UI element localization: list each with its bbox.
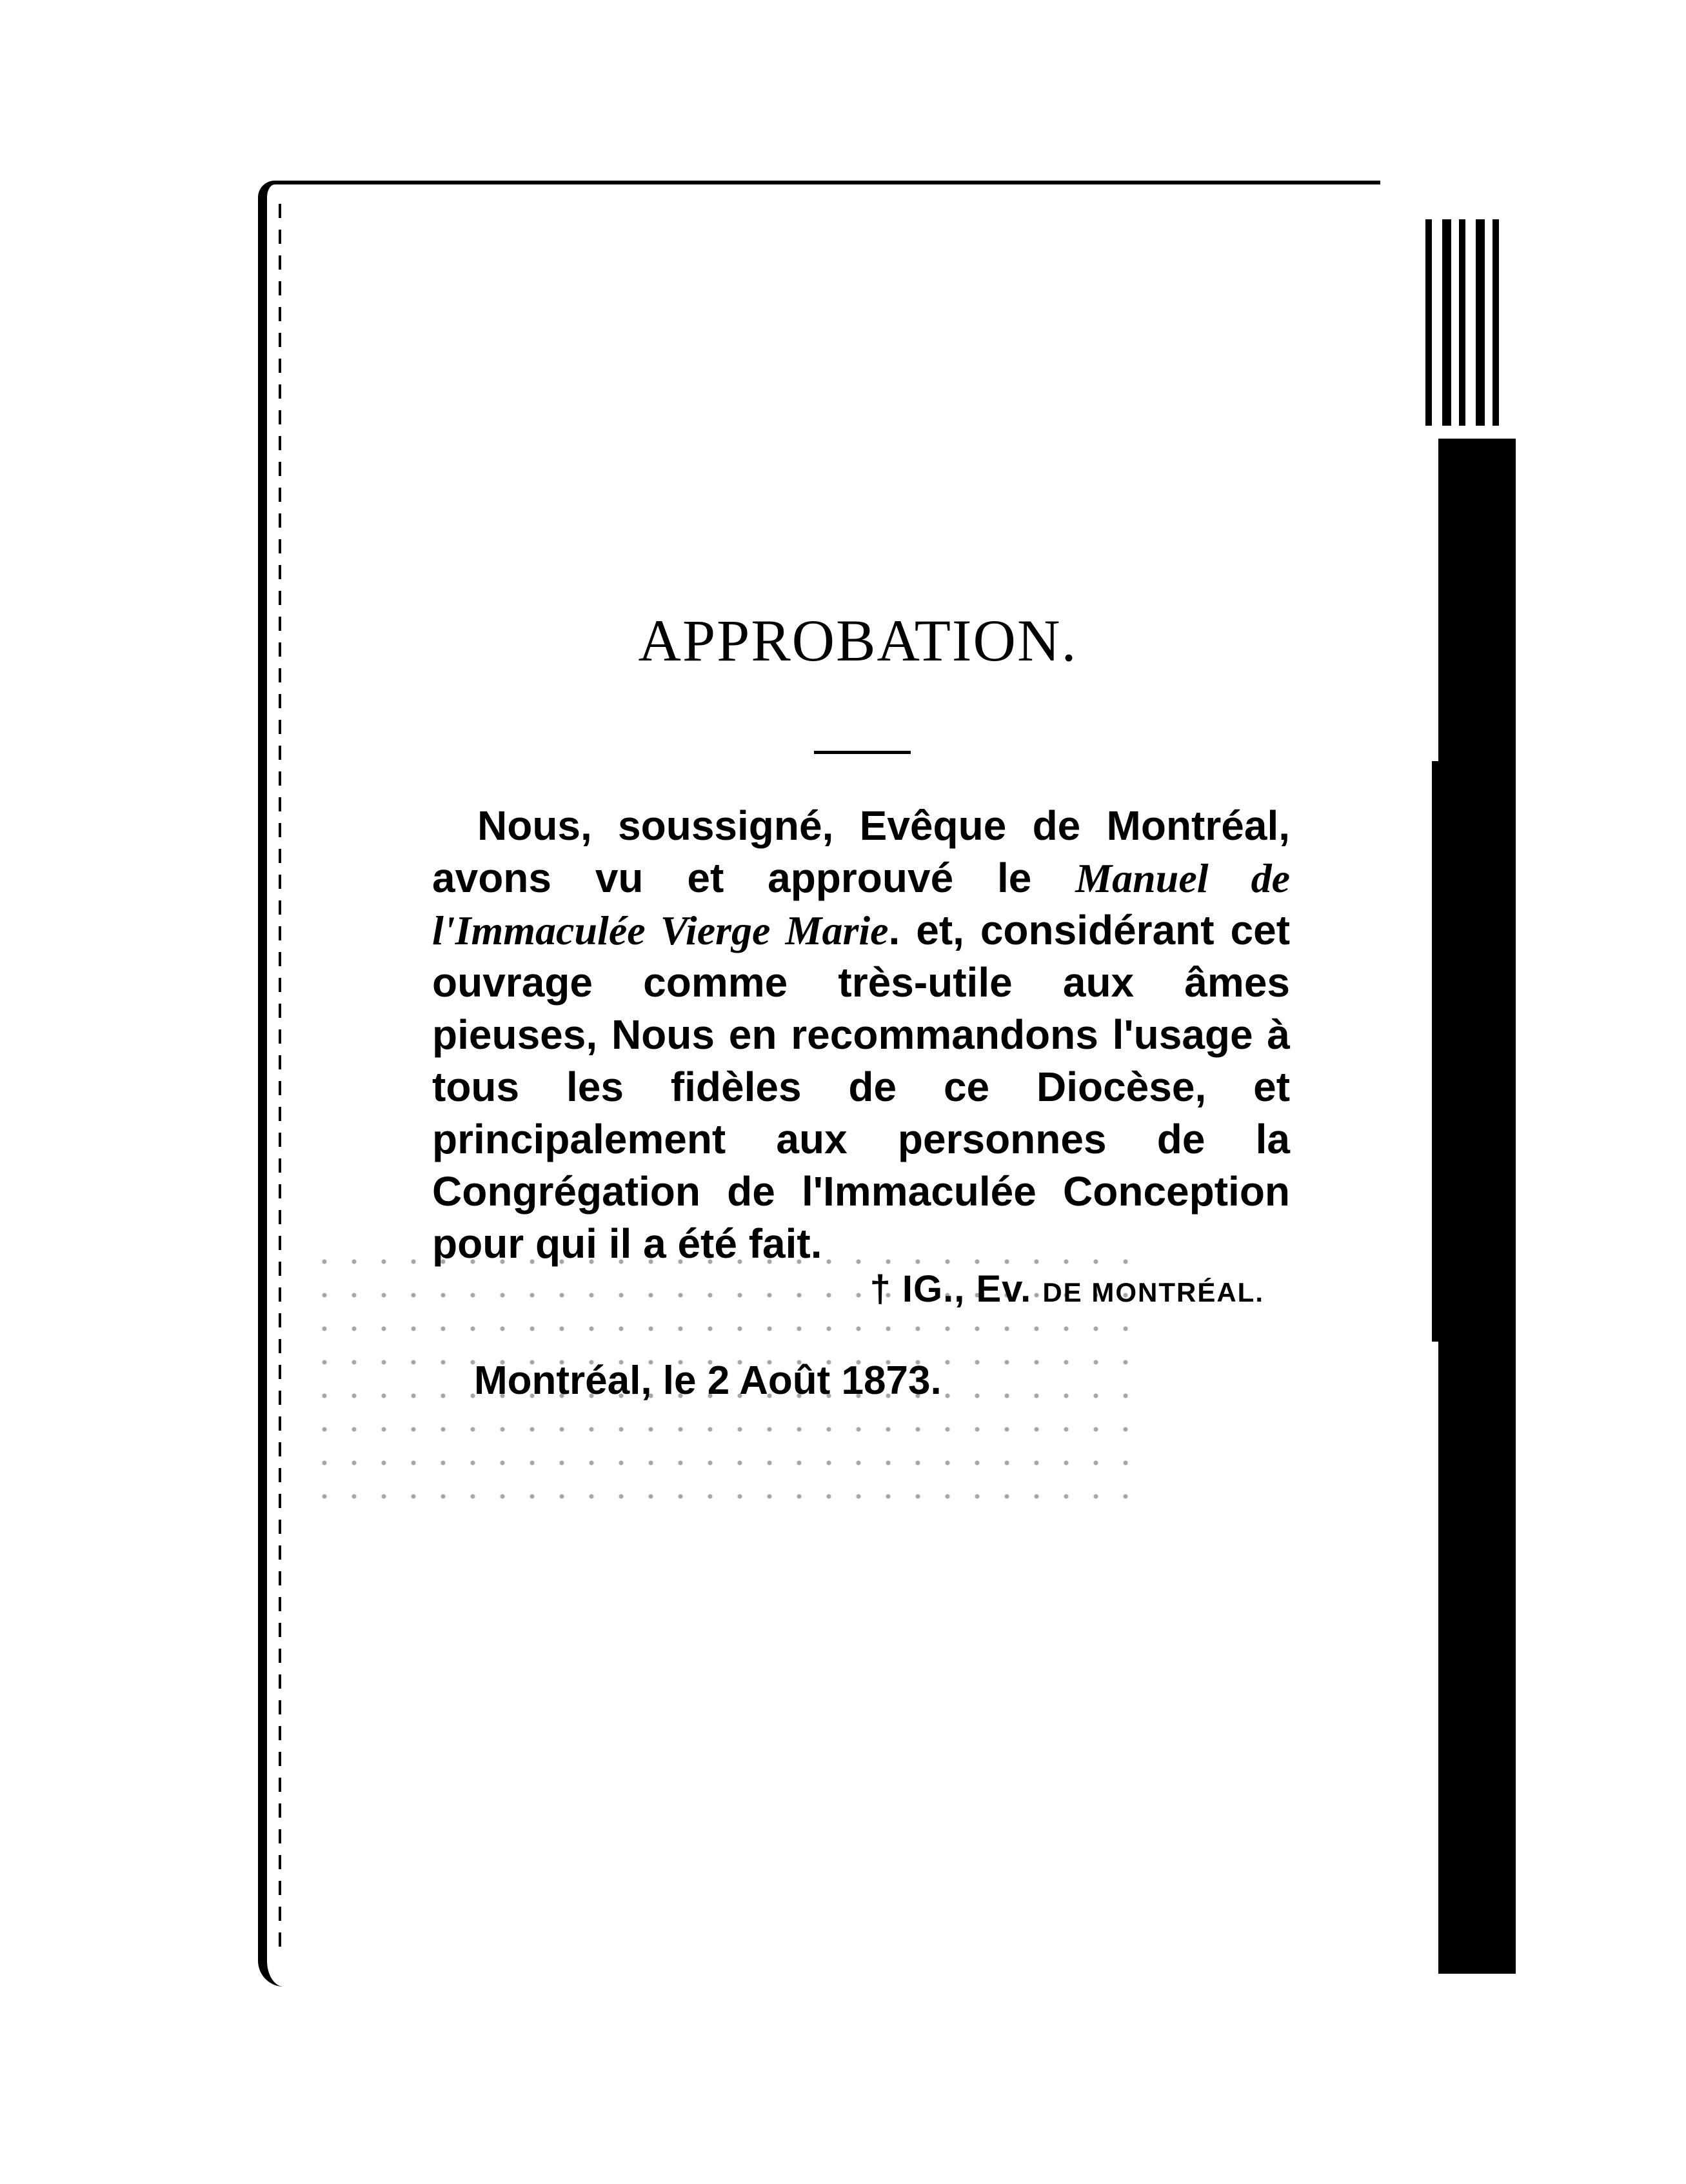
- paragraph-end: . et, considérant cet ouvrage comme très-utile aux âmes pieuses, Nous en recommandons l'usage à tous les fidèles de ce Diocèse, et principalement aux personnes de la Congrégation de l'Immaculée Conception pour qui il a été fait.: [432, 907, 1291, 1267]
- signature-smallcaps: DE MONTRÉAL.: [1042, 1277, 1264, 1307]
- page-title: APPROBATION.: [638, 608, 1078, 673]
- paragraph-start: Nous, soussigné, Evêque de Montréal, avons vu et approuvé le: [432, 802, 1290, 901]
- signature: [774, 1267, 1264, 1311]
- book-spine-top: [1425, 219, 1503, 426]
- title-rule: [814, 751, 911, 754]
- book-spine-shadow: [1432, 761, 1509, 1342]
- book-title-italic: Manuel de l'Immaculée Vierge Marie: [432, 855, 1291, 953]
- date-line: Montréal, le 2 Août 1873.: [474, 1358, 942, 1403]
- signature-main: † IG., Ev.: [869, 1268, 1043, 1310]
- approbation-paragraph: [432, 800, 1290, 1270]
